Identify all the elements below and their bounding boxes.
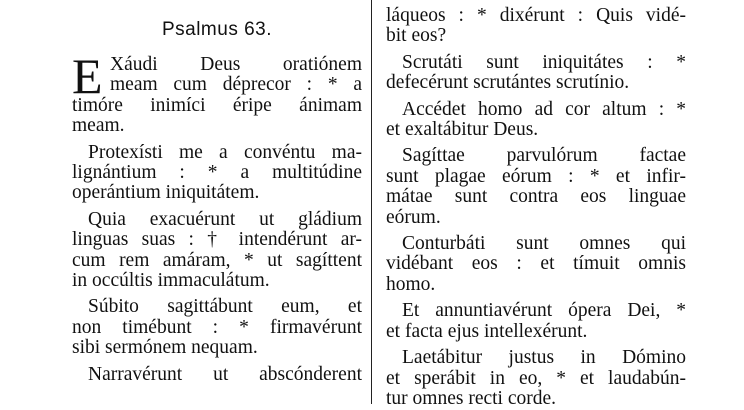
verse-line: sibi sermónem nequam. [72, 337, 258, 359]
verse-line: linguas suas : † intendérunt ar- [72, 229, 362, 251]
verse-line: non timébunt : * firmavérunt [72, 316, 362, 338]
verse-line: Laetábitur justus in Dómino [402, 347, 686, 369]
verse-line: láqueos : * dixérunt : Quis vidé- [386, 5, 686, 26]
verse-9 [386, 234, 686, 295]
verse-line: Narravérunt ut abscónderent [88, 363, 362, 385]
verse-line: Sagíttae parvulórum factae [402, 145, 686, 167]
verse-line: operántium iniquitátem. [72, 182, 260, 204]
verse-line: homo. [386, 273, 436, 295]
verse-5-cont [386, 6, 686, 47]
verse-line: lignántium : * a multitúdine [72, 162, 362, 184]
verse-line: bit eos? [386, 25, 447, 47]
verse-line: Scrutáti sunt iniquitátes : * [402, 51, 686, 73]
verse-line: cum rem amáram, * ut sagíttent [72, 249, 362, 271]
verse-line: mátae sunt contra eos linguae [386, 186, 686, 208]
verse-line: meam cum déprecor : * a [110, 74, 362, 96]
psalm-title: Psalmus 63. [161, 19, 273, 40]
verse-line: Quia exacuérunt ut gládium [88, 208, 362, 230]
verse-6 [386, 53, 686, 94]
verse-11 [386, 348, 686, 409]
verse-line: in occúltis immaculátum. [72, 270, 270, 292]
drop-capital: E [72, 48, 103, 104]
verse-10 [386, 301, 686, 342]
verse-line: et facta ejus intellexérunt. [386, 320, 588, 342]
verse-8 [386, 146, 686, 228]
verse-3 [72, 210, 362, 292]
verse-line: defecérunt scrutántes scrutínio. [386, 72, 630, 94]
verse-line: meam. [72, 115, 125, 137]
verse-1 [72, 48, 362, 137]
verse-4 [72, 297, 362, 358]
verse-2 [72, 143, 362, 204]
verse-line: Xáudi Deus oratiónem [110, 54, 362, 75]
verse-line: vidébant eos : et tímuit omnis [386, 253, 686, 275]
verse-line: Et annuntiavérunt ópera Dei, * [402, 300, 686, 322]
right-column [386, 0, 686, 409]
column-divider [371, 0, 372, 404]
left-column [72, 0, 362, 385]
verse-5 [72, 365, 362, 385]
verse-line: Accédet homo ad cor altum : * [402, 98, 686, 120]
verse-line: et exaltábitur Deus. [386, 119, 539, 141]
verse-line: Protexísti me a convéntu ma- [88, 141, 362, 163]
verse-line: tur omnes recti corde. [386, 387, 557, 409]
verse-line: eórum. [386, 206, 441, 228]
verse-line: timóre inimíci éripe ánimam [72, 94, 362, 116]
verse-line: et sperábit in eo, * et laudabún- [386, 367, 686, 389]
verse-line: Súbito sagittábunt eum, et [88, 296, 362, 318]
verse-7 [386, 100, 686, 141]
verse-line: Conturbáti sunt omnes qui [402, 233, 686, 255]
verse-line: sunt plagae eórum : * et infir- [386, 165, 686, 187]
